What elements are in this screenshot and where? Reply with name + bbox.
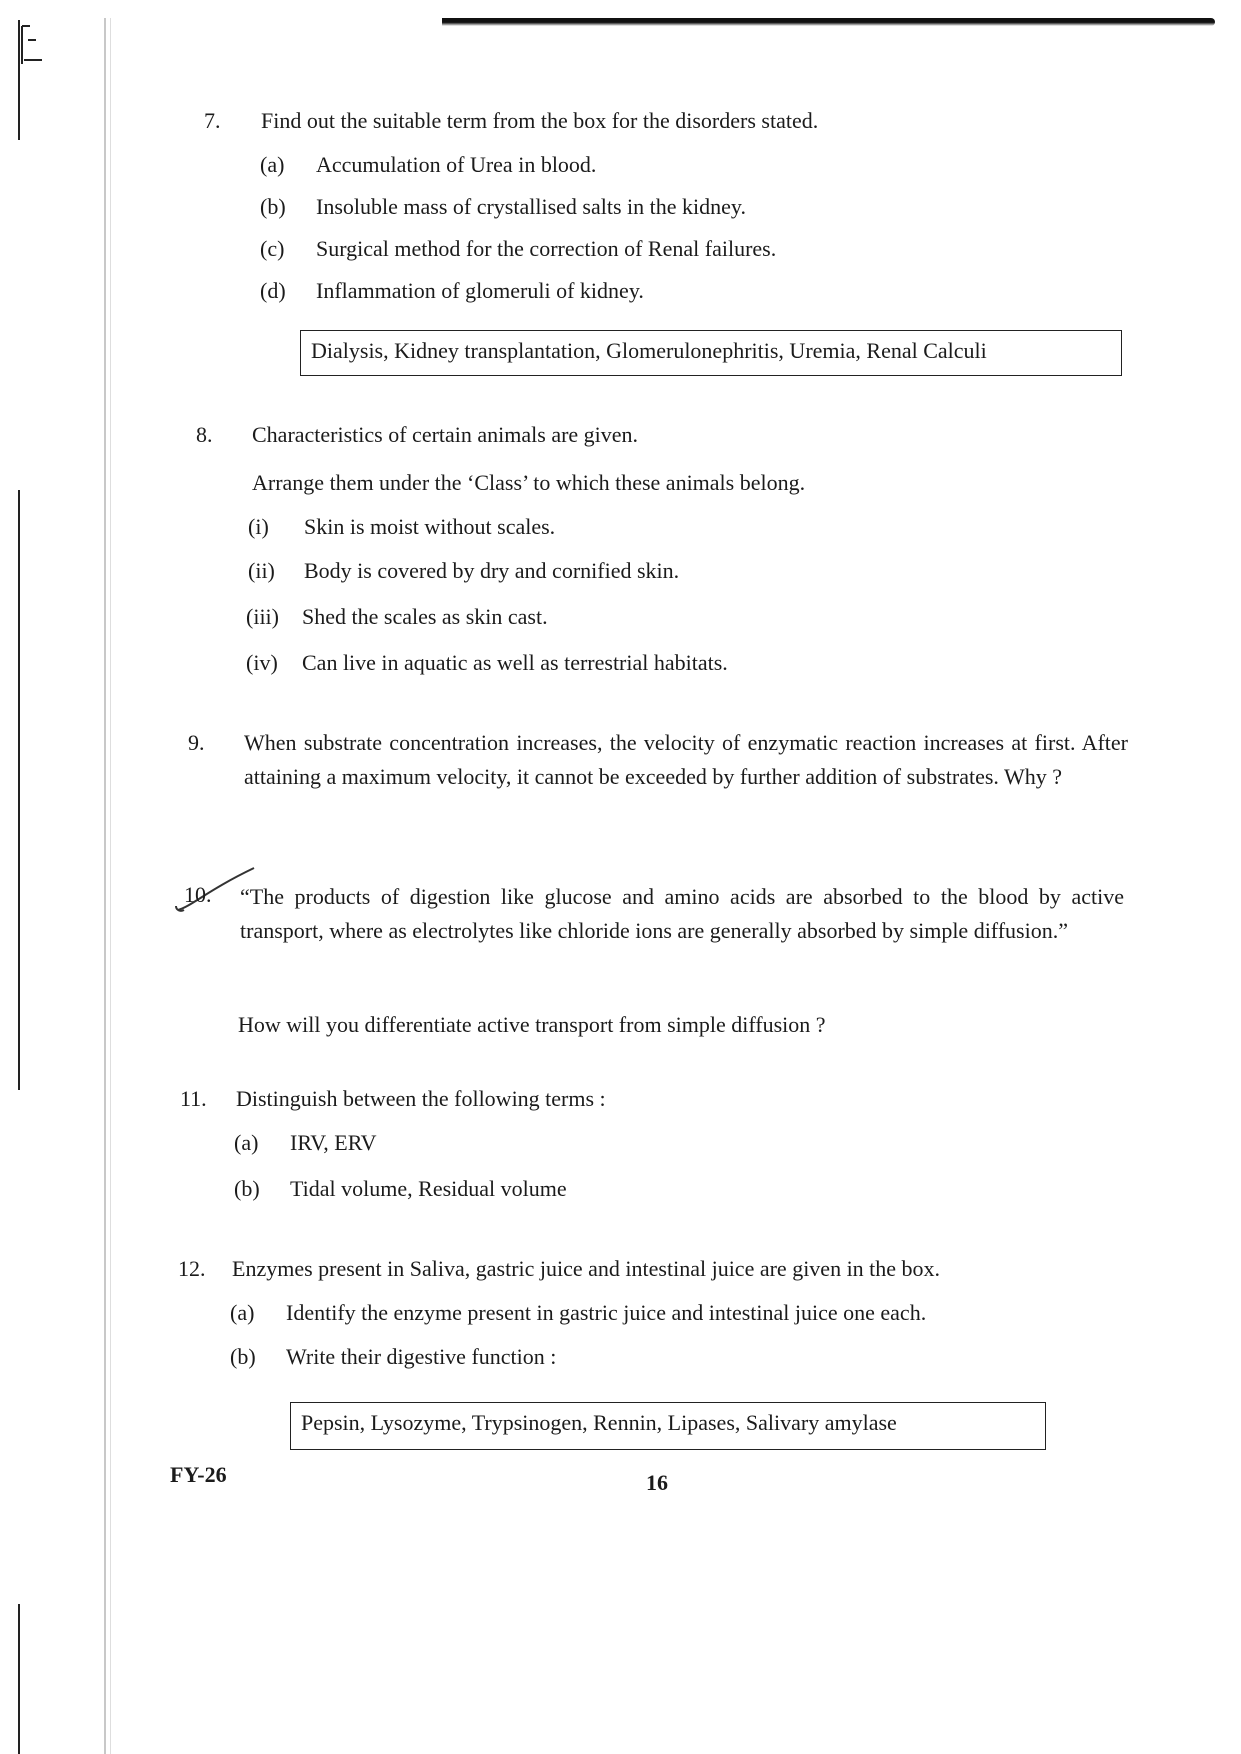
- item-label: (a): [260, 152, 285, 177]
- question-text: Enzymes present in Saliva, gastric juice and intestinal juice are given in the box.: [232, 1256, 941, 1281]
- scan-margin-line: [104, 18, 106, 1754]
- item-text: Surgical method for the correction of Renal failures.: [316, 236, 777, 261]
- scan-margin-line-inner: [110, 18, 111, 1754]
- question-7-item-b: [260, 192, 1160, 224]
- item-text: Shed the scales as skin cast.: [302, 604, 548, 629]
- scan-edge-bar-middle: [18, 490, 20, 1090]
- question-11: [180, 1084, 1140, 1116]
- item-label: (ii): [248, 558, 275, 583]
- question-11-item-a: [234, 1128, 1134, 1160]
- item-text: Can live in aquatic as well as terrestrial habitats.: [302, 650, 728, 675]
- question-12-item-a: [230, 1298, 1130, 1330]
- item-label: (c): [260, 236, 285, 261]
- question-8: [196, 420, 1156, 452]
- question-12-enzyme-box: Pepsin, Lysozyme, Trypsinogen, Rennin, Lipases, Salivary amylase: [290, 1402, 1046, 1450]
- item-text: Skin is moist without scales.: [304, 514, 556, 539]
- item-label: (b): [260, 194, 286, 219]
- item-label: (iii): [246, 604, 279, 629]
- question-12: [178, 1254, 1178, 1286]
- question-10-number-wrap: [184, 880, 244, 912]
- question-8-item-i: [248, 512, 1148, 544]
- question-8-instruction: [252, 468, 1152, 500]
- item-label: (d): [260, 278, 286, 303]
- question-10-prompt: [238, 1010, 1138, 1042]
- question-9-number-wrap: [188, 728, 248, 760]
- question-7: [204, 106, 1164, 138]
- item-text: Insoluble mass of crystallised salts in the kidney.: [316, 194, 746, 219]
- paper-code: FY-26: [170, 1462, 227, 1487]
- question-7-item-d: [260, 276, 1160, 308]
- item-label: (b): [230, 1344, 256, 1369]
- item-text: Write their digestive function :: [286, 1344, 557, 1369]
- question-7-item-c: [260, 234, 1160, 266]
- question-12-item-b: [230, 1342, 1130, 1374]
- page-number: 16: [646, 1470, 668, 1495]
- item-text: Body is covered by dry and cornified skin.: [304, 558, 680, 583]
- item-label: (b): [234, 1176, 260, 1201]
- question-text: Find out the suitable term from the box for the disorders stated.: [261, 108, 819, 133]
- question-8-item-iii: [246, 602, 1146, 634]
- question-text: Characteristics of certain animals are given.: [252, 422, 639, 447]
- question-11-item-b: [234, 1174, 1134, 1206]
- item-text: Tidal volume, Residual volume: [290, 1176, 567, 1201]
- item-label: (a): [234, 1130, 259, 1155]
- question-number: 12.: [178, 1256, 206, 1281]
- question-7-item-a: [260, 150, 1160, 182]
- question-number: 7.: [204, 108, 221, 133]
- question-9-text: When substrate concentration increases, the velocity of enzymatic reaction increases at first. After attaining a maximum velocity, it cannot be exceeded by further addition of substrates. Why ?: [244, 730, 1128, 789]
- question-number: 9.: [188, 730, 205, 755]
- item-text: IRV, ERV: [290, 1130, 377, 1155]
- item-label: (a): [230, 1300, 255, 1325]
- item-text: Identify the enzyme present in gastric juice and intestinal juice one each.: [286, 1300, 927, 1325]
- question-text-2: How will you differentiate active transport from simple diffusion ?: [238, 1012, 826, 1037]
- question-text-2: Arrange them under the ‘Class’ to which these animals belong.: [252, 470, 806, 495]
- question-number: 10.: [184, 882, 212, 907]
- item-label: (i): [248, 514, 269, 539]
- question-10-text: “The products of digestion like glucose and amino acids are absorbed to the blood by active transport, where as electrolytes like chloride ions are generally absorbed by simple diffusion.”: [240, 884, 1124, 943]
- question-text: Distinguish between the following terms :: [236, 1086, 606, 1111]
- item-text: Accumulation of Urea in blood.: [316, 152, 597, 177]
- question-number: 11.: [180, 1086, 207, 1111]
- scan-corner-mark: [20, 24, 46, 66]
- question-number: 8.: [196, 422, 213, 447]
- scan-edge-bar-bottom: [18, 1604, 20, 1754]
- question-7-term-box: Dialysis, Kidney transplantation, Glomerulonephritis, Uremia, Renal Calculi: [300, 330, 1122, 376]
- scan-top-rule: [442, 18, 1215, 26]
- item-label: (iv): [246, 650, 278, 675]
- question-8-item-iv: [246, 648, 1146, 680]
- item-text: Inflammation of glomeruli of kidney.: [316, 278, 644, 303]
- question-8-item-ii: [248, 556, 1148, 588]
